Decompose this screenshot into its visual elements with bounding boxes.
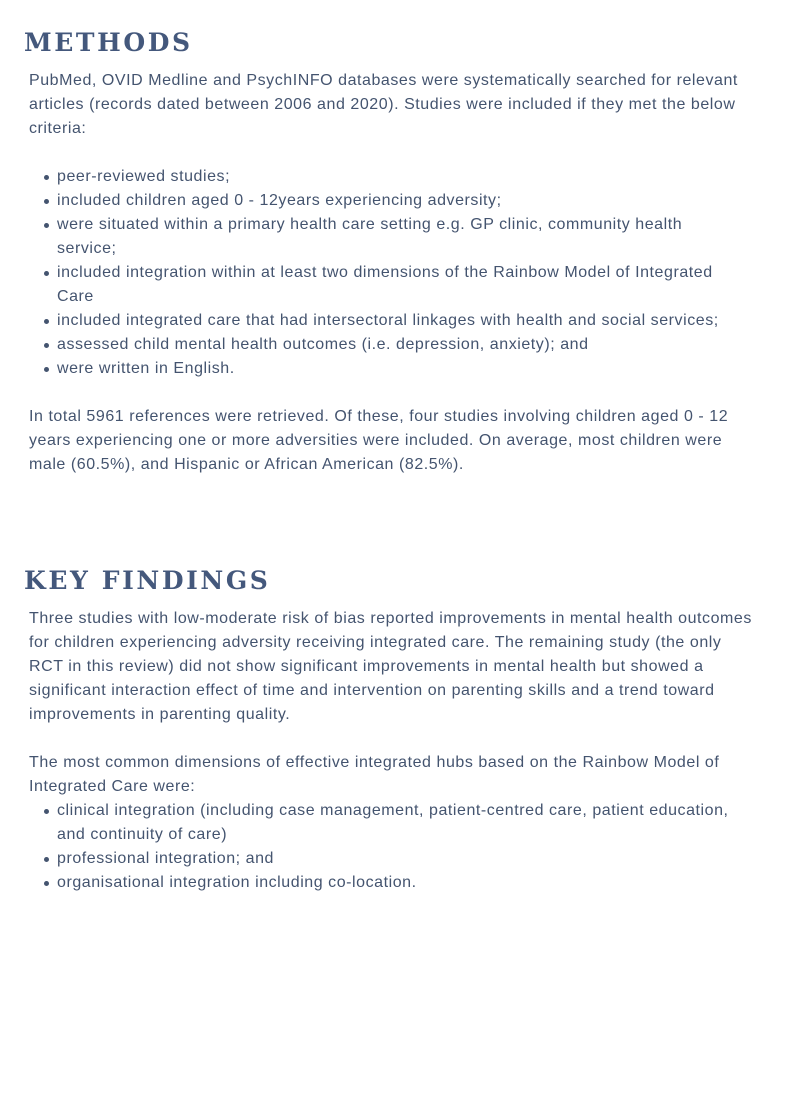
findings-paragraph-1: Three studies with low-moderate risk of bias reported improvements in mental health outcomes for children experiencing adversity receiving integrated care. The remaining study (the only RCT in this review) did not show significant improvements in mental health but showed a significant interaction effect of time and intervention on parenting skills and a trend toward improvements in parenting quality. (29, 610, 752, 723)
dimensions-list (29, 799, 759, 895)
criteria-item: included integrated care that had intersectoral linkages with health and social services; (29, 309, 729, 333)
criteria-item: included children aged 0 - 12years experiencing adversity; (29, 189, 729, 213)
criteria-list (29, 165, 759, 381)
findings-paragraph-2: The most common dimensions of effective integrated hubs based on the Rainbow Model of Integrated Care were: (29, 754, 720, 795)
dimension-item: professional integration; and (29, 847, 729, 871)
key-findings-heading: KEY FINDINGS (24, 566, 271, 595)
spacer (29, 141, 759, 165)
key-findings-section (29, 607, 759, 895)
methods-section (29, 69, 759, 477)
dimension-item: organisational integration including co-location. (29, 871, 729, 895)
criteria-item: were situated within a primary health care setting e.g. GP clinic, community health service; (29, 213, 729, 261)
spacer (29, 381, 759, 405)
spacer (29, 727, 759, 751)
criteria-item: included integration within at least two dimensions of the Rainbow Model of Integrated Care (29, 261, 729, 309)
methods-heading: METHODS (24, 28, 193, 57)
dimension-item: clinical integration (including case management, patient-centred care, patient education, and continuity of care) (29, 799, 729, 847)
criteria-item: assessed child mental health outcomes (i.e. depression, anxiety); and (29, 333, 729, 357)
criteria-item: were written in English. (29, 357, 729, 381)
methods-intro: PubMed, OVID Medline and PsychINFO databases were systematically searched for relevant articles (records dated between 2006 and 2020). Studies were included if they met the below criteria: (29, 72, 738, 137)
methods-summary: In total 5961 references were retrieved. Of these, four studies involving children aged 0 - 12 years experiencing one or more adversities were included. On average, most children were male (60.5%), and Hispanic or African American (82.5%). (29, 408, 729, 473)
criteria-item: peer-reviewed studies; (29, 165, 729, 189)
